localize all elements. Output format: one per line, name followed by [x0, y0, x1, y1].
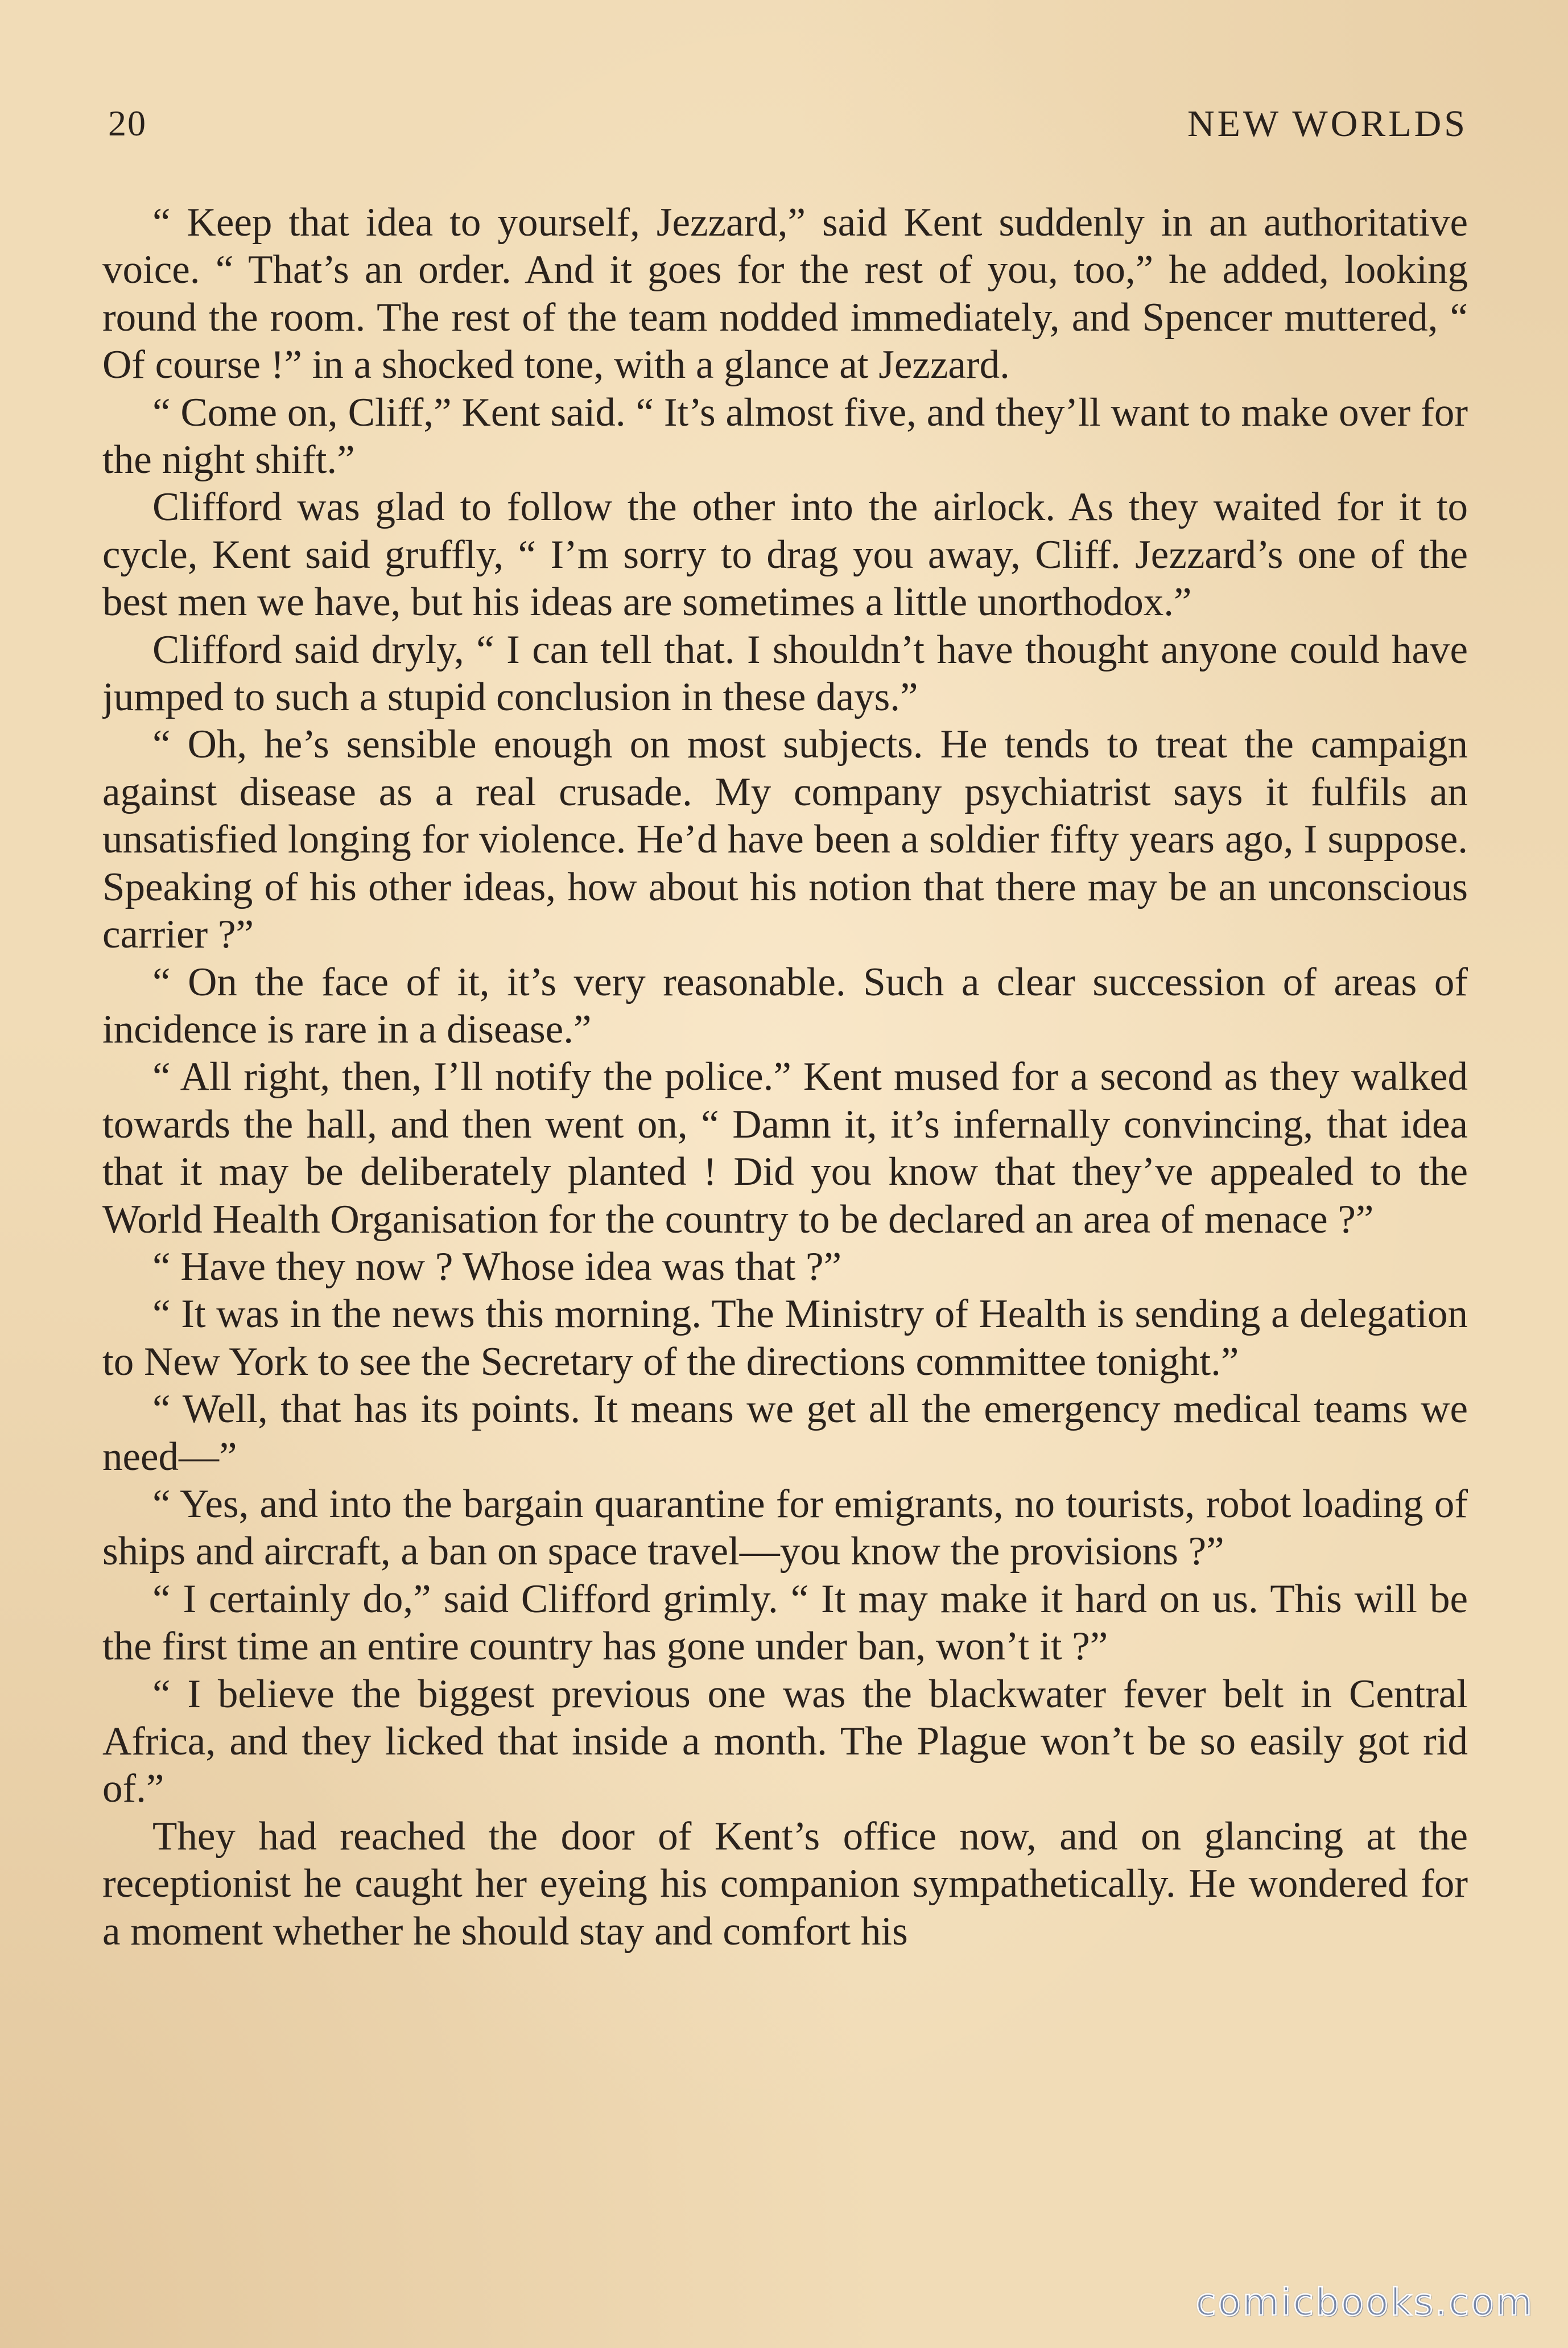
paragraph: “ Well, that has its points. It means we get all the emergency medical teams we need—” — [102, 1387, 1468, 1479]
page-header — [108, 102, 1468, 154]
paragraph: “ I certainly do,” said Clifford grimly. “ It may make it hard on us. This will be the first time an entire country has gone under ban, won’t it ?” — [102, 1576, 1468, 1669]
paragraph: “ Oh, he’s sensible enough on most subjects. He tends to treat the campaign against disease as a real crusade. My company psychiatrist says it fulfils an unsatisfied longing for violence. He’d have been a soldier fifty years ago, I suppose. Speaking of his other ideas, how about his notion that there may be an unconscious carrier ?” — [102, 722, 1468, 957]
paragraph: “ I believe the biggest previous one was the blackwater fever belt in Central Africa, and they licked that inside a month. The Plague won’t be so easily got rid of.” — [102, 1671, 1468, 1811]
body-text — [102, 199, 1468, 2236]
watermark: comicbooks.com — [1195, 2280, 1534, 2324]
paragraph: “ On the face of it, it’s very reasonable. Such a clear succession of areas of incidence is rare in a disease.” — [102, 959, 1468, 1052]
paragraph: Clifford was glad to follow the other into the airlock. As they waited for it to cycle, Kent said gruffly, “ I’m sorry to drag you away, Cliff. Jezzard’s one of the best men we have, but his ideas are sometimes a little unorthodox.” — [102, 485, 1468, 625]
page-number: 20 — [108, 103, 147, 143]
paragraph: “ Come on, Cliff,” Kent said. “ It’s almost five, and they’ll want to make over for the night shift.” — [102, 390, 1468, 483]
paragraph: “ Keep that idea to yourself, Jezzard,” said Kent suddenly in an authoritative voice. “ That’s an order. And it goes for the rest of you, too,” he added, looking round the room. The rest of the team nodded immediately, and Spencer muttered, “ Of course !” in a shocked tone, with a glance at Jezzard. — [102, 200, 1468, 388]
paragraph: “ It was in the news this morning. The Ministry of Health is sending a delegation to New York to see the Secretary of the directions committee tonight.” — [102, 1292, 1468, 1384]
paragraph: “ Have they now ? Whose idea was that ?” — [152, 1244, 842, 1289]
paragraph: “ All right, then, I’ll notify the police.” Kent mused for a second as they walked towards the hall, and then went on, “ Damn it, it’s infernally convincing, that idea that it may be deliberately planted ! Did you know that they’ve appealed to the World Health Organisation for the country to be declared an area of menace ?” — [102, 1054, 1468, 1242]
paragraph: They had reached the door of Kent’s office now, and on glancing at the receptionist he caught her eyeing his companion sympathetically. He wondered for a moment whether he should stay and comfort his — [102, 1814, 1468, 1954]
running-title: NEW WORLDS — [1187, 103, 1468, 145]
paragraph: “ Yes, and into the bargain quarantine for emigrants, no tourists, robot loading of ships and aircraft, a ban on space travel—you know the provisions ?” — [102, 1481, 1468, 1574]
paragraph: Clifford said dryly, “ I can tell that. I shouldn’t have thought anyone could have jumped to such a stupid conclusion in these days.” — [102, 627, 1468, 720]
